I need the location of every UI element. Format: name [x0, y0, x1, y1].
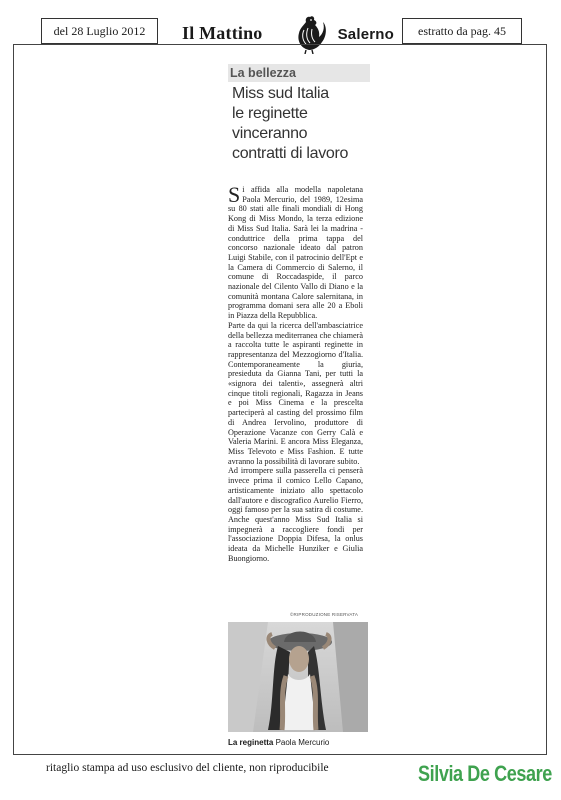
body-paragraph — [228, 182, 363, 321]
article-photo — [228, 622, 368, 732]
caption-text: Paola Mercurio — [273, 738, 330, 747]
brand-logo: Silvia De Cesare — [418, 761, 552, 786]
newspaper-name: Il Mattino — [182, 23, 263, 43]
page-reference-text: estratto da pag. 45 — [418, 23, 506, 38]
article-body — [228, 182, 364, 563]
headline-line: vinceranno — [232, 125, 308, 142]
date-box — [41, 18, 158, 44]
date-text: del 28 Luglio 2012 — [53, 23, 146, 38]
body-paragraph: Ad irrompere sulla passerella ci penserà invece prima il comico Lello Capano, artisticamente iniziato allo spettacolo dall'autore e discografico Aurelio Fierro, oggi famoso per la sua satira di costume. Anche quest'anno Miss Sud Italia si impegnerà a raccogliere fondi per l'associazione Doppia Difesa, la onlus ideata da Michelle Hunziker e Giulia Buongiorno. — [228, 466, 363, 563]
photo-caption — [228, 738, 329, 747]
footer-note: ritaglio stampa ad uso esclusivo del cliente, non riproducibile — [46, 762, 329, 774]
edition-name: Salerno — [337, 26, 394, 43]
body-paragraph: Parte da qui la ricerca dell'ambasciatrice della bellezza mediterranea che chiamerà a raccolta tutte le aspiranti reginette in rappresentanza del Mezzogiorno d'Italia. Contemporaneamente la giuria, presieduta da Gianna Tani, per tutti la «signora dei talenti», assegnerà altri cinque titoli regionali, Ragazza in Jeans e poi Miss Cinema e la prescelta parteciperà al casting del prossimo film di Andrea Iervolino, produttore di Operazione Vacanze con Gerry Calà e Valeria Marini. E ancora Miss Eleganza, Miss Televoto e Miss Fashion. E tutte avranno la possibilità di lavorare subito. — [228, 320, 364, 466]
headline-line: Miss sud Italia — [232, 85, 329, 102]
newspaper-masthead — [168, 14, 396, 48]
article-headline — [232, 84, 382, 164]
caption-label: La reginetta — [228, 738, 274, 747]
drop-cap: S — [228, 182, 241, 207]
page-reference-box — [402, 18, 522, 44]
reproduction-notice: ©RIPRODUZIONE RISERVATA — [290, 612, 359, 617]
headline-line: le reginette — [232, 105, 308, 122]
body-paragraph-text: i affida alla modella napoletana Paola Mercurio, del 1989, 12esima su 80 stati alle finali mondiali di Hong Kong di Miss Mondo, la terza edizione di Miss Sud Italia. Sarà lei la madrina - conduttrice della prima tappa del concorso nazionale ideato dal patron Luigi Stabile, con il patrocinio dell'Ept e la Camera di Commercio di Salerno, il comune di Roccadaspide, il parco nazionale del Cilento Vallo di Diano e la comunità montana Calore salernitana, in programma domani sera alle 20 a Eboli in Piazza della Repubblica. — [228, 185, 363, 321]
headline-line: contratti di lavoro — [232, 145, 349, 162]
article-kicker: La bellezza — [228, 64, 370, 82]
